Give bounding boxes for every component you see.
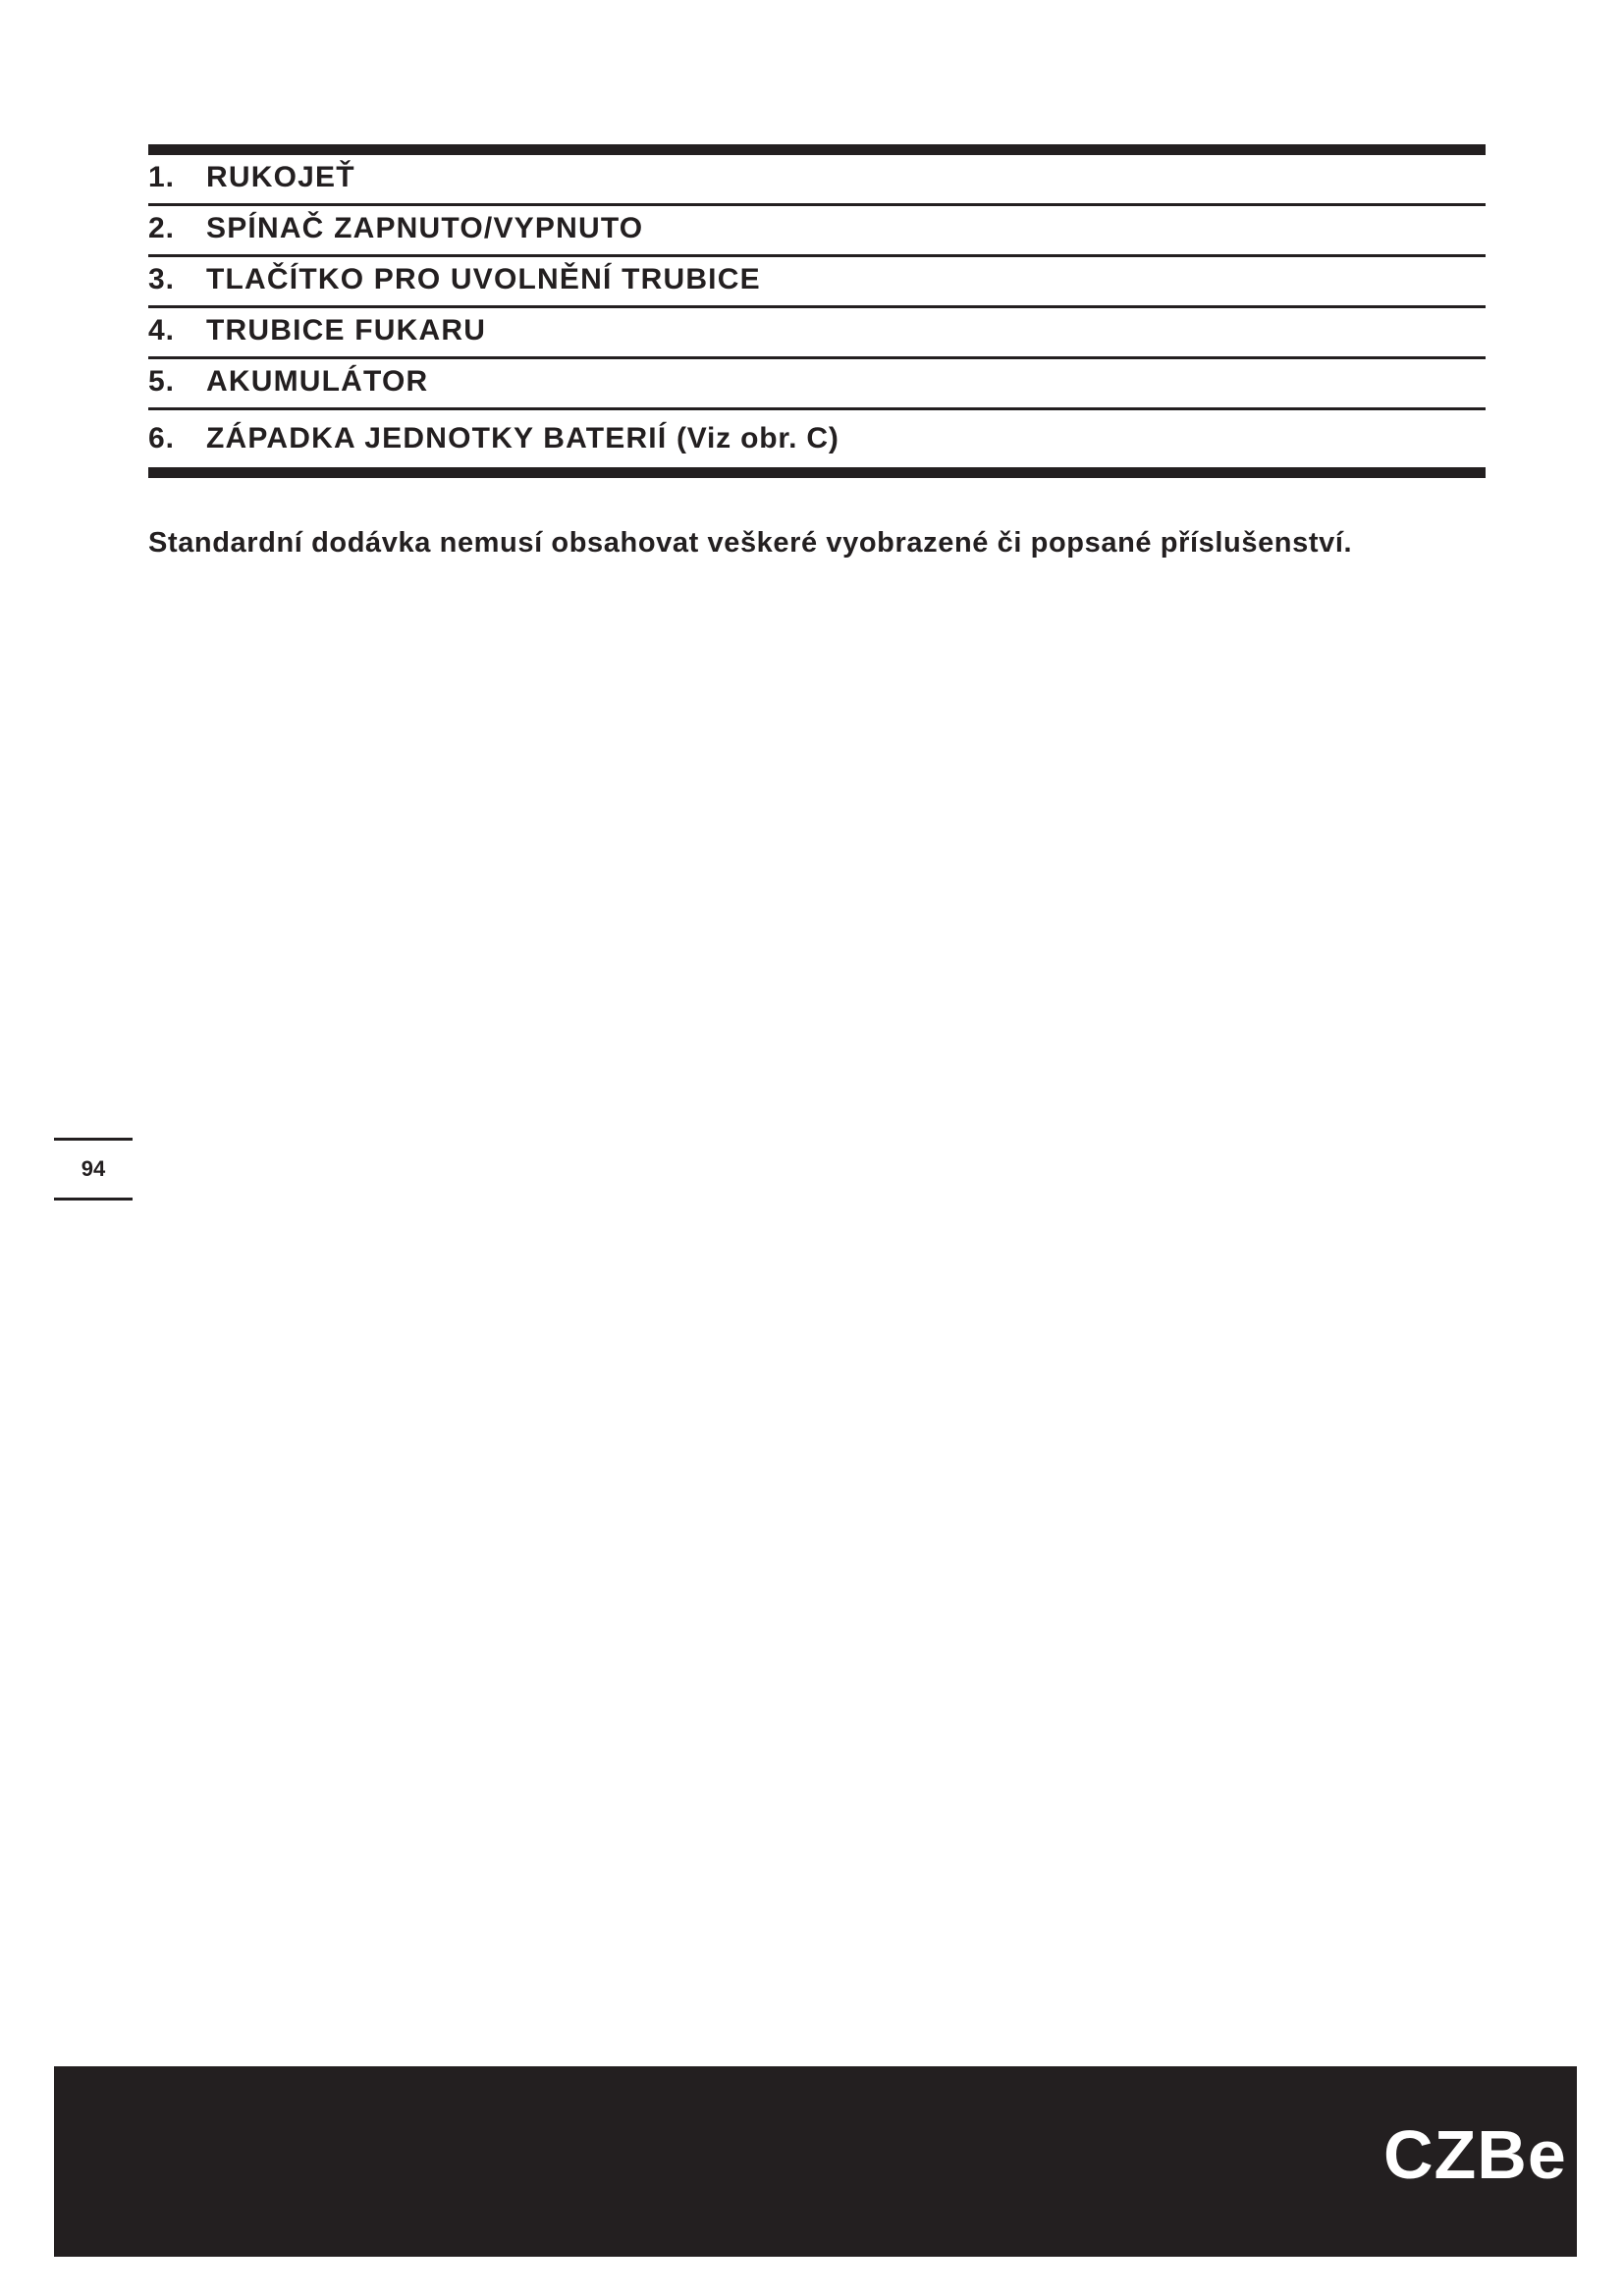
item-label-text: ZÁPADKA JEDNOTKY BATERIÍ	[206, 422, 668, 454]
page-number: 94	[81, 1156, 106, 1181]
bottom-rule	[148, 467, 1486, 478]
language-label: CZBe	[1383, 2116, 1567, 2193]
footer-band	[54, 2066, 1577, 2257]
item-number: 1.	[148, 161, 176, 193]
parts-list-item	[148, 155, 1486, 206]
item-label: RUKOJEŤ	[206, 161, 355, 193]
item-number: 3.	[148, 263, 176, 295]
parts-list-item	[148, 206, 1486, 257]
page-number-box	[54, 1138, 133, 1201]
parts-list-item	[148, 308, 1486, 359]
item-number: 2.	[148, 212, 176, 244]
item-label: SPÍNAČ ZAPNUTO/VYPNUTO	[206, 212, 644, 244]
item-number: 4.	[148, 314, 176, 347]
item-number: 5.	[148, 365, 176, 398]
parts-list	[148, 144, 1486, 478]
item-label: TLAČÍTKO PRO UVOLNĚNÍ TRUBICE	[206, 263, 761, 295]
item-number: 6.	[148, 422, 176, 454]
parts-list-item	[148, 257, 1486, 308]
item-label: TRUBICE FUKARU	[206, 314, 487, 347]
parts-list-item	[148, 410, 1486, 467]
parts-list-item	[148, 359, 1486, 410]
item-label	[206, 422, 839, 455]
accessory-note: Standardní dodávka nemusí obsahovat veškeré vyobrazené či popsané příslušenství.	[148, 527, 1353, 559]
figure-reference: (Viz obr. C)	[676, 422, 839, 454]
item-label: AKUMULÁTOR	[206, 365, 429, 398]
top-rule	[148, 144, 1486, 155]
